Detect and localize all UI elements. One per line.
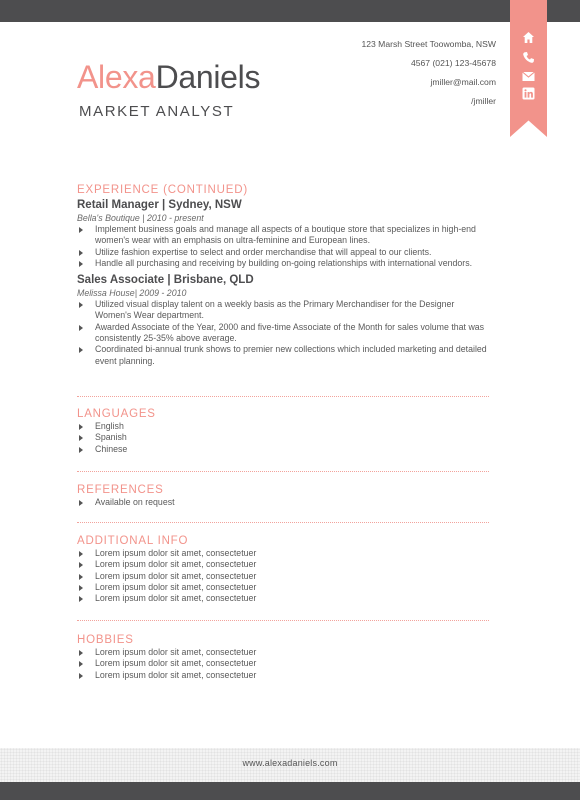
home-icon: [521, 30, 536, 45]
bottom-bar: [0, 782, 580, 800]
bullet-arrow-icon: [79, 562, 83, 568]
list-item: Utilized visual display talent on a weekly basis as the Primary Merchandiser for the Designer Women's Wear department.: [77, 299, 489, 322]
bullet-arrow-icon: [79, 596, 83, 602]
additional-info-section: [77, 534, 489, 604]
list-item: Handle all purchasing and receiving by building on-going relationships with international vendors.: [77, 258, 489, 269]
list-item: Awarded Associate of the Year, 2000 and five-time Associate of the Month for sales volume that was consistently 25-35% above average.: [77, 322, 489, 345]
languages-heading: LANGUAGES: [77, 408, 156, 420]
bullet-arrow-icon: [79, 585, 83, 591]
hobbies-heading: HOBBIES: [77, 634, 134, 646]
job-company: Melissa House| 2009 - 2010: [77, 288, 187, 299]
contact-phone: 4567 (021) 123-45678: [410, 58, 496, 68]
references-heading: REFERENCES: [77, 484, 164, 496]
hobbies-list: [77, 647, 489, 681]
bullet-arrow-icon: [79, 447, 83, 453]
languages-list: [77, 421, 489, 455]
top-bar: [0, 0, 580, 22]
bullet-arrow-icon: [79, 435, 83, 441]
mail-icon: [521, 69, 536, 84]
references-list: [77, 497, 489, 508]
bullet-arrow-icon: [79, 302, 83, 308]
additional-info-list: [77, 548, 489, 604]
bullet-arrow-icon: [79, 261, 83, 267]
section-divider: [77, 396, 489, 397]
list-item: Lorem ipsum dolor sit amet, consectetuer: [77, 658, 489, 669]
bullet-arrow-icon: [79, 574, 83, 580]
contact-block: [361, 37, 496, 113]
contact-ribbon: [510, 0, 547, 137]
job-title: Retail Manager | Sydney, NSW: [77, 199, 242, 211]
section-divider: [77, 522, 489, 523]
list-item: Chinese: [77, 444, 489, 455]
list-item: Lorem ipsum dolor sit amet, consectetuer: [77, 559, 489, 570]
job-title: Sales Associate | Brisbane, QLD: [77, 274, 254, 287]
section-divider: [77, 620, 489, 621]
list-item: Lorem ipsum dolor sit amet, consectetuer: [77, 571, 489, 582]
bullet-arrow-icon: [79, 250, 83, 256]
list-item: Utilize fashion expertise to select and order merchandise that will appeal to our clients.: [77, 247, 489, 258]
footer-website: www.alexadaniels.com: [242, 758, 338, 768]
first-name: Alexa: [77, 59, 156, 95]
bullet-arrow-icon: [79, 325, 83, 331]
list-item: Lorem ipsum dolor sit amet, consectetuer: [77, 582, 489, 593]
references-section: [77, 483, 489, 508]
list-item: Spanish: [77, 432, 489, 443]
experience-section: [77, 183, 489, 367]
bullet-arrow-icon: [79, 424, 83, 430]
list-item: Coordinated bi-annual trunk shows to premier new collections which included marketing and detailed event planning.: [77, 344, 489, 367]
hobbies-section: [77, 633, 489, 681]
languages-section: [77, 407, 489, 455]
phone-icon: [521, 50, 536, 65]
list-item: Lorem ipsum dolor sit amet, consectetuer: [77, 670, 489, 681]
job-company: Bella's Boutique | 2010 - present: [77, 213, 204, 223]
experience-heading: EXPERIENCE (CONTINUED): [77, 184, 248, 196]
job-bullets: [77, 224, 489, 269]
job-bullets: [77, 299, 489, 367]
candidate-name: [77, 58, 260, 96]
bullet-arrow-icon: [79, 650, 83, 656]
bullet-arrow-icon: [79, 347, 83, 353]
bullet-arrow-icon: [79, 500, 83, 506]
list-item: Available on request: [77, 497, 489, 508]
list-item: Lorem ipsum dolor sit amet, consectetuer: [77, 593, 489, 604]
bullet-arrow-icon: [79, 227, 83, 233]
section-divider: [77, 471, 489, 472]
last-name: Daniels: [155, 59, 261, 95]
list-item: Lorem ipsum dolor sit amet, consectetuer: [77, 647, 489, 658]
contact-address: 123 Marsh Street Toowomba, NSW: [361, 39, 496, 49]
contact-email: jmiller@mail.com: [430, 77, 496, 87]
contact-social: /jmiller: [471, 96, 496, 106]
list-item: English: [77, 421, 489, 432]
additional-info-heading: ADDITIONAL INFO: [77, 535, 189, 547]
bullet-arrow-icon: [79, 673, 83, 679]
list-item: Lorem ipsum dolor sit amet, consectetuer: [77, 548, 489, 559]
linkedin-icon: [521, 86, 536, 101]
job-title-heading: MARKET ANALYST: [79, 103, 235, 120]
bullet-arrow-icon: [79, 551, 83, 557]
list-item: Implement business goals and manage all aspects of a boutique store that specializes in high-end women's wear with an emphasis on ultra-feminine and European lines.: [77, 224, 489, 247]
bullet-arrow-icon: [79, 661, 83, 667]
